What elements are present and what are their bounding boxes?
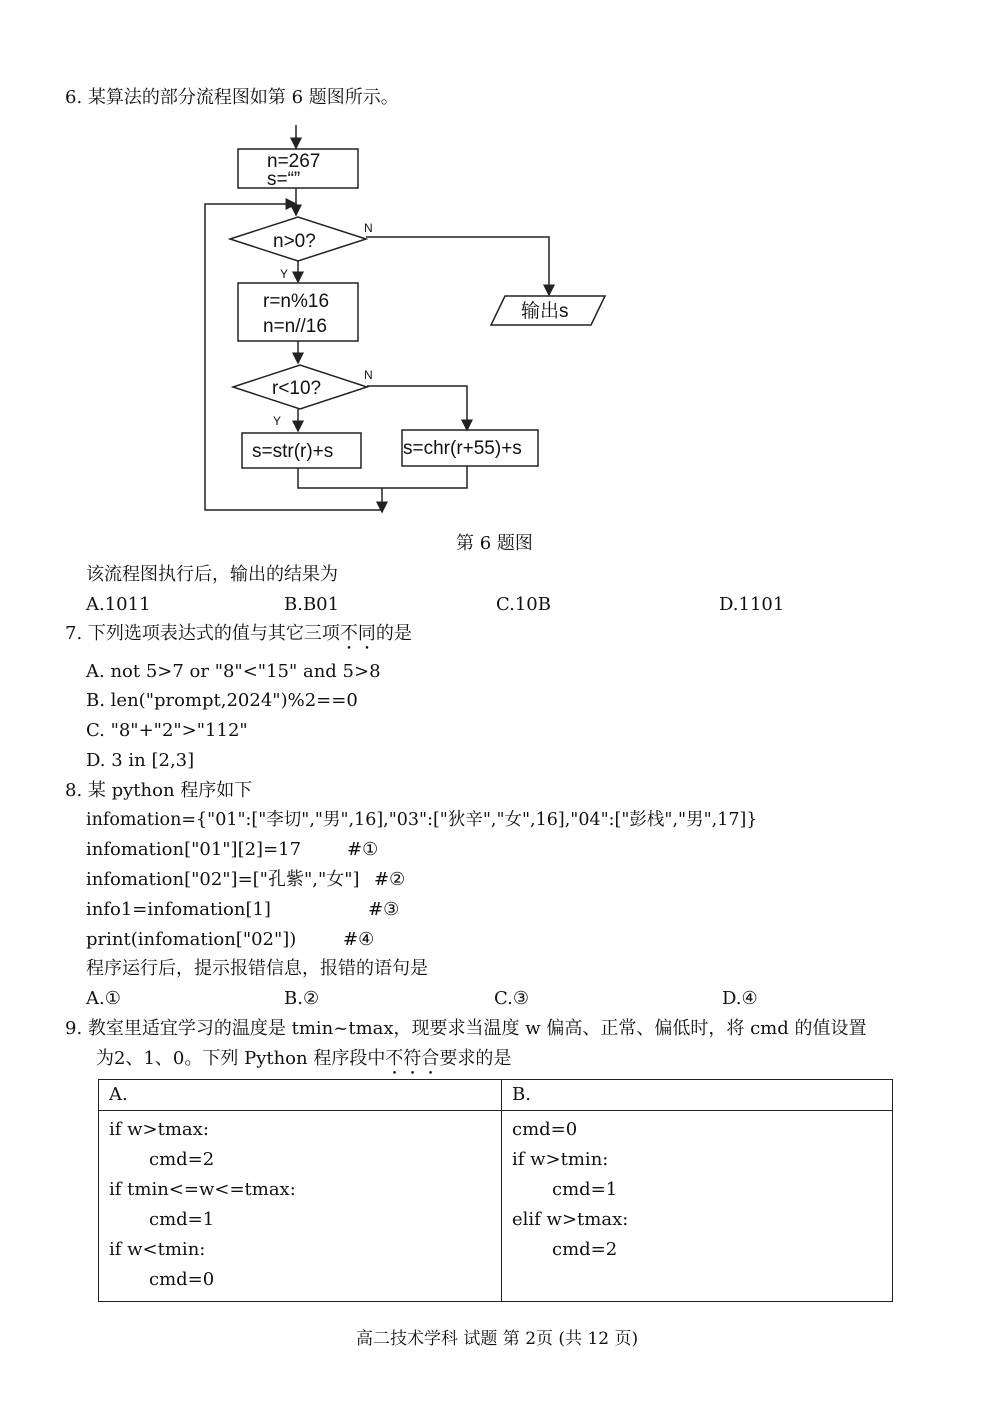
q6-option-c: C.10B: [496, 594, 551, 615]
q9-b-line: cmd=2: [552, 1239, 618, 1260]
q9-a-line: if tmin<=w<=tmax:: [109, 1179, 296, 1200]
q9-b-line: cmd=0: [512, 1119, 578, 1140]
q6-option-b: B.B01: [284, 594, 340, 615]
q7-emphasis: 不同: [339, 623, 376, 644]
q6-question: 该流程图执行后，输出的结果为: [86, 564, 338, 585]
output-text: 输出s: [521, 301, 569, 322]
q9-stem-line-1: 9. 教室里适宜学习的温度是 tmin~tmax，现要求当温度 w 偏高、正常、偏低时，将 cmd 的值设置: [65, 1018, 867, 1039]
q9-b-line: elif w>tmax:: [512, 1209, 629, 1230]
cond1-text: n>0?: [273, 231, 316, 252]
q8-option-c: C.③: [494, 988, 529, 1009]
q8-code-mark-2: #②: [374, 869, 406, 890]
calc-text-2: n=n//16: [263, 316, 327, 337]
q7-option-d: D. 3 in [2,3]: [86, 750, 195, 771]
q7-option-a: A. not 5>7 or "8"<"15" and 5>8: [86, 661, 381, 682]
q9-emphasis: 不符合: [385, 1048, 440, 1069]
q8-option-d: D.④: [722, 988, 758, 1009]
q8-code-mark-3: #③: [368, 899, 400, 920]
q8-code-line-5: print(infomation["02"]): [86, 929, 297, 950]
calc-text-1: r=n%16: [263, 291, 330, 312]
q8-code-mark-1: #①: [347, 839, 379, 860]
q8-code-line-3: infomation["02"]=["孔紫","女"]: [86, 869, 360, 890]
q8-option-a: A.①: [86, 988, 121, 1009]
q9-a-line: cmd=0: [149, 1269, 215, 1290]
q9-code-b: [502, 1111, 893, 1302]
q7-option-c: C. "8"+"2">"112": [86, 720, 248, 741]
q9-a-line: if w<tmin:: [109, 1239, 206, 1260]
cond1-yes-label: Y: [280, 267, 289, 281]
init-text-2: s=“”: [267, 169, 301, 190]
q7-option-b: B. len("prompt,2024")%2==0: [86, 690, 358, 711]
cond2-no-label: N: [364, 368, 373, 382]
q9-code-a: [99, 1111, 502, 1302]
q8-question: 程序运行后，提示报错信息，报错的语句是: [86, 958, 428, 979]
cond1-no-label: N: [364, 221, 373, 235]
cond2-text: r<10?: [272, 378, 322, 399]
q9-head-a: A.: [99, 1080, 502, 1111]
q6-flowchart: [195, 120, 625, 520]
q9-stem-line-2: 为2、1、0。下列 Python 程序段中不符合要求的是: [96, 1048, 512, 1069]
cond2-yes-label: Y: [273, 414, 282, 428]
q9-a-line: cmd=2: [149, 1149, 215, 1170]
q8-code-line-4: info1=infomation[1]: [86, 899, 271, 920]
q9-head-b: B.: [502, 1080, 893, 1111]
q8-stem: 8. 某 python 程序如下: [65, 780, 253, 801]
q6-option-d: D.1101: [719, 594, 785, 615]
q9-b-line: cmd=1: [552, 1179, 618, 1200]
q8-code-mark-4: #④: [343, 929, 375, 950]
q9-options-table: [98, 1079, 893, 1302]
init-text-1: n=267: [267, 151, 321, 172]
q8-option-b: B.②: [284, 988, 320, 1009]
q6-option-a: A.1011: [86, 594, 151, 615]
q7-stem: 7. 下列选项表达式的值与其它三项不同的是: [65, 623, 412, 644]
branch-yes-text: s=str(r)+s: [252, 441, 334, 462]
branch-no-text: s=chr(r+55)+s: [403, 438, 522, 459]
q8-code-line-2: infomation["01"][2]=17: [86, 839, 302, 860]
q9-a-line: if w>tmax:: [109, 1119, 209, 1140]
page-footer: 高二技术学科 试题 第 2页 (共 12 页): [356, 1329, 639, 1349]
q6-caption: 第 6 题图: [456, 533, 533, 554]
q6-stem: 6. 某算法的部分流程图如第 6 题图所示。: [65, 87, 399, 108]
q9-a-line: cmd=1: [149, 1209, 215, 1230]
q9-b-line: if w>tmin:: [512, 1149, 609, 1170]
q8-code-line-1: infomation={"01":["李切","男",16],"03":["狄辛","女",16],"04":["彭栈","男",17]}: [86, 810, 758, 830]
